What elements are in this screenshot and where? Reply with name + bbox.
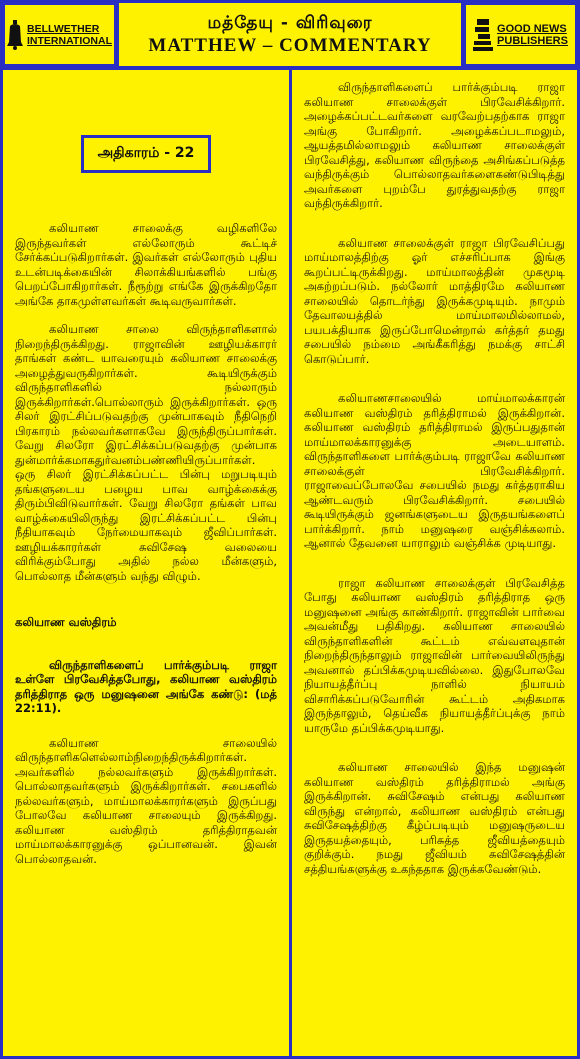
right-paragraph-3: கலியாணசாலையில் மாய்மாலக்காரன் கலியாண வஸ்திரம் தரித்திராமல் இருக்கிறான். கலியாண வஸ்திரம் தரித்திராமல் இருப்பதுதான் மாய்மாலக்காரனுக்கு அடையாளம். விருந்தாளிகளை பார்க்கும்படி ராஜாவே கலியாண சாலைக்குள் பிரவேசிக்கிறார். ராஜாவைப்போலவே சபையில் நமது கர்த்தராகிய ஆண்டவரும் பிரவேசிக்கிறார். சபையில் கூடியிருக்கும் ஜனங்களுடைய இருதயங்களைப் பார்க்கிறார். நாம் மனுஷரை வஞ்சிக்கலாம். ஆனால் தேவனை யாராலும் வஞ்சிக்க முடியாது. [304,391,565,550]
good-news-logo [464,3,577,66]
right-paragraph-1: விருந்தாளிகளைப் பார்க்கும்படி ராஜா கலியாண சாலைக்குள் பிரவேசிக்கிறார். அழைக்கப்பட்டவர்களை வரவேற்பதற்காக ராஜா அங்கு போகிறார். அழைக்கப்படாமலும், ஆயத்தமில்லாமலும் கலியாண சாலைக்குள் பிரவேசித்து, கலியாண விருந்தை அசிங்கப்படுத்த வந்திருக்கும் பொல்லாதவர்களைகண்டுபிடித்து அவர்களை புறம்பே துரத்துவதற்கு ராஜா வந்திருக்கிறார். [304,80,565,210]
bellwether-logo-text [27,23,112,47]
good-news-line1: GOOD NEWS [497,22,567,35]
right-column [292,70,577,1056]
chapter-label: அதிகாரம் - 22 [81,135,211,173]
left-paragraph-2: கலியாண சாலை விருந்தாளிகளால் நிறைந்திருக்கிறது. ராஜாவின் ஊழியக்காரர் தாங்கள் கண்ட யாவரையும் கலியாண சாலைக்கு அழைத்துவருகிறார்கள். கூடியிருக்கும் விருந்தாளிகளில் நல்லாரும் இருக்கிறார்கள்.பொல்லாரும் இருக்கிறார்கள். ஒரு சிலர் இரட்சிப்படுவதற்கு முன்பாகவும் நீதிநெறி பிரகாரம் நல்லவர்களாகவே இருந்திருப்பார்கள். வேறு சிலரோ இரட்சிக்கப்படுவதற்கு முன்பாக துன்மார்க்கமாகதுர்வனம்பண்ணியிருப்பார்கள். ஒரு சிலர் இரட்சிக்கப்பட்ட பின்பு மறுபடியும் தங்களுடைய பழைய பாவ வாழ்க்கைக்கு திரும்பிவிடுவார்கள். வேறு சிலரோ தங்கள் பாவ வாழ்க்கையிலிருந்து இரட்சிக்கப்பட்ட பின்பு நீதியாகவும் நேர்மையாகவும் ஜீவிப்பார்கள். ஊழியக்காரர்கள் சுவிசேஷ வலையை விரிக்கும்போது அதில் நல்ல மீன்களும், பொல்லாத மீன்களும் வந்து விழும். [15,322,277,583]
bellwether-line2: INTERNATIONAL [27,34,112,47]
bellwether-logo [3,3,116,66]
right-paragraph-4: ராஜா கலியாண சாலைக்குள் பிரவேசித்த போது கலியாண வஸ்திரம் தரித்திராத ஒரு மனுஷனை அங்கு காண்கிறார். ராஜாவின் பார்வை அவன்மீது பதிகிறது. கலியாண சாலையில் விருந்தாளிகளின் கூட்டம் எவ்வளவுதான் நிறைந்திருந்தாலும் ராஜாவின் பார்வையிலிருந்து அவனால் தப்பிக்கமுடியவில்லை. இதுபோலவே நியாயத்தீர்ப்பு நாளில் நியாயம் விசாரிக்கப்படுவோரின் கூட்டம் அதிகமாக இருந்தாலும், தெய்வீக நியாயத்தீர்ப்புக்கு நாம் யாருமே தப்பிக்கமுடியாது. [304,575,565,735]
right-paragraph-2: கலியாண சாலைக்குள் ராஜா பிரவேசிப்பது மாய்மாலத்திற்கு ஓர் எச்சரிப்பாக இங்கு கூறப்பட்டிருக்கிறது. மாய்மாலத்தின் முகமூடி அகற்றப்படும். நல்லோர் மாத்திரமே கலியாண சாலையில் தொடர்ந்து இருக்கமுடியும். நாமும் தேவாலயத்தில் மாய்மாலமில்லாமல், பயபக்தியாக இருப்போமென்றால் கர்த்தர் தமது சபையில் நம்மை அங்கீகரித்து நமக்கு சாட்சி கொடுப்பார். [304,235,565,366]
section-heading: கலியாண வஸ்திரம் [15,615,117,629]
header [3,3,577,66]
left-column [3,70,289,1056]
right-paragraph-5: கலியாண சாலையில் இந்த மனுஷன் கலியாண வஸ்திரம் தரித்திராமல் அங்கு இருக்கிறான். சுவிசேஷம் என்பது கலியாண விருந்து என்றால், கலியாண வஸ்திரம் என்பது சுவிசேஷத்திற்கு கீழ்ப்படியும் மனுஷருடைய இருதயத்தையும், பரிசுத்த ஜீவியத்தையும் குறிக்கும். நமது ஜீவியம் சுவிசேஷத்தின் சத்தியங்களுக்கு உகந்ததாக இருக்கவேண்டும். [304,760,565,876]
title-english: MATTHEW – COMMENTARY [148,34,432,56]
book-stack-icon [473,19,493,51]
good-news-line2: PUBLISHERS [497,34,568,47]
left-paragraph-1: கலியாண சாலைக்கு வழிகளிலே இருந்தவர்கள் எல்லோரும் கூட்டிச் சேர்க்கப்படுகிறார்கள். இவர்கள் எல்லோரும் புதிய உடன்படிக்கையின் சிலாக்கியங்களில் பங்கு பெறப்போகிறார்கள். நீரூற்று எங்கே இருக்கிறதோ அங்கே தாகமுள்ளவர்கள் கூடிவருவார்கள். [15,221,277,308]
good-news-logo-text [497,23,568,47]
left-paragraph-3: கலியாண சாலையில் விருந்தாளிகளெல்லாம்நிறைந்திருக்கிறார்கள். அவர்களில் நல்லவர்களும் இருக்கிறார்கள். பொல்லாதவர்களும் இருக்கிறார்கள். சபைகளில் நல்லவர்களும், மாய்மாலக்காரர்களும் இருப்பது போலவே கலியாண சாலையும் இருக்கிறது. கலியாண வஸ்திரம் தரித்திராதவன் மாய்மாலக்காரனுக்கு ஒப்பானவன். இவன் பொல்லாதவன். [15,735,277,866]
bell-icon [7,20,23,50]
title-box [119,3,461,66]
verse-quote: விருந்தாளிகளைப் பார்க்கும்படி ராஜா உள்ளே பிரவேசித்தபோது, கலியாண வஸ்திரம் தரித்திராத ஒரு மனுஷனை அங்கே கண்டு: (மத் 22:11). [15,657,277,715]
bellwether-line1: BELLWETHER [27,22,100,35]
title-tamil: மத்தேயு - விரிவுரை [207,12,373,33]
